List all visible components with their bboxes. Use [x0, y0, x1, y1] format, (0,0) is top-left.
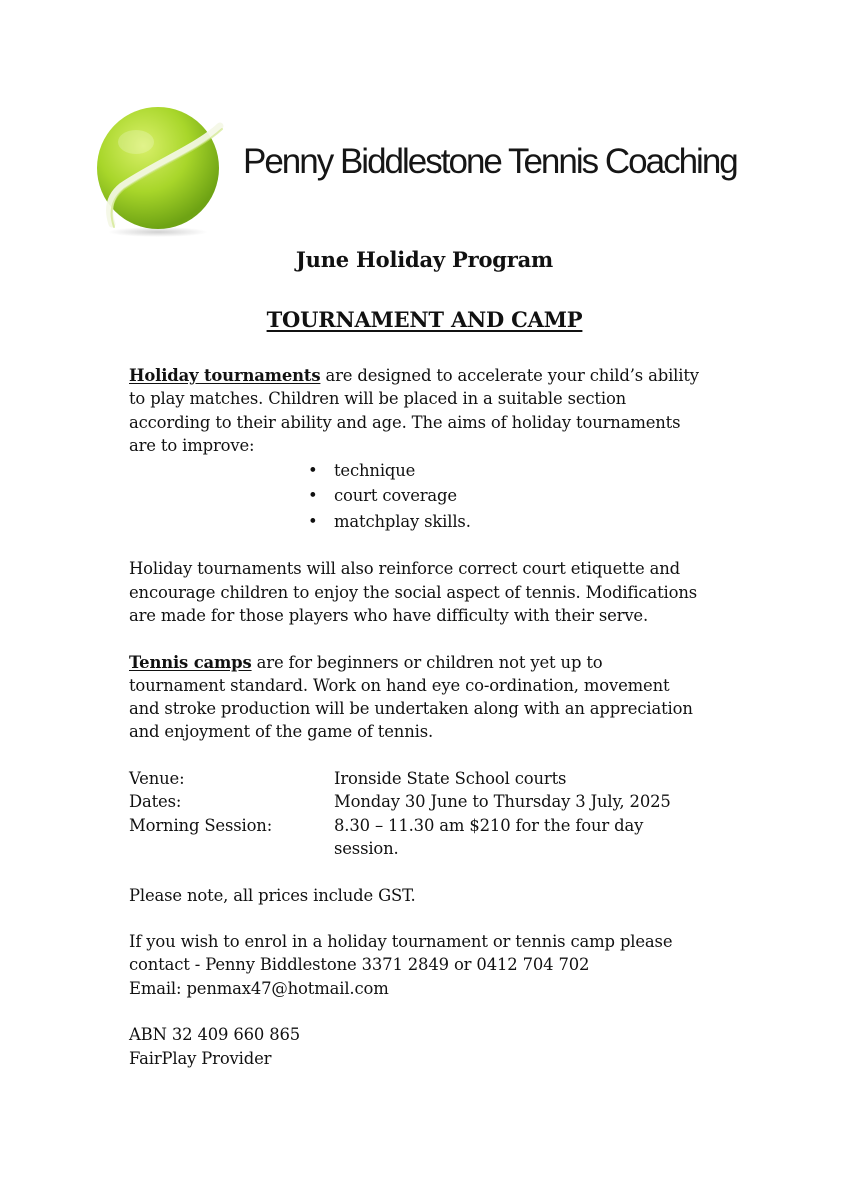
list-item [305, 458, 729, 483]
spacer [129, 860, 729, 883]
bullet-icon: • [308, 461, 318, 481]
session-row [129, 814, 729, 861]
bullet-icon: • [308, 511, 318, 531]
list-item [305, 483, 729, 508]
brand-name: Penny Biddlestone Tennis Coaching [243, 142, 737, 181]
spacer [129, 907, 729, 930]
list-item [305, 509, 729, 534]
camps-line-1-rest: are for beginners or children not yet up to [251, 652, 603, 672]
contact-line-2: contact - Penny Biddlestone 3371 2849 or 0412 704 702 [129, 955, 590, 975]
gst-note: Please note, all prices include GST. [129, 885, 416, 905]
tournaments-section [129, 364, 729, 534]
aims-list [129, 458, 729, 534]
flyer-body [129, 364, 729, 1070]
session-value-line-1: 8.30 – 11.30 am $210 for the four day [334, 815, 644, 835]
session-value-line-2: session. [334, 838, 399, 858]
venue-label: Venue: [129, 769, 185, 789]
tournaments-line-4: are to improve: [129, 435, 255, 455]
aim-text: technique [334, 461, 416, 481]
contact-section [129, 930, 729, 1000]
dates-label: Dates: [129, 792, 182, 812]
tournaments-line-1 [129, 364, 729, 387]
contact-line-1: If you wish to enrol in a holiday tournament or tennis camp please [129, 932, 673, 952]
abn-text: ABN 32 409 660 865 [129, 1025, 301, 1045]
camps-line-2: tournament standard. Work on hand eye co-ordination, movement [129, 675, 670, 695]
spacer [129, 534, 729, 557]
bullet-icon: • [308, 486, 318, 506]
tournaments-line-2: to play matches. Children will be placed in a suitable section [129, 389, 627, 409]
camps-section [129, 651, 729, 744]
aim-text: court coverage [334, 486, 457, 506]
tournaments-lead: Holiday tournaments [129, 366, 321, 385]
email-line: Email: penmax47@hotmail.com [129, 978, 389, 998]
tournaments-line-3: according to their ability and age. The aims of holiday tournaments [129, 412, 681, 432]
etiquette-line-2: encourage children to enjoy the social aspect of tennis. Modifications [129, 582, 697, 602]
session-label: Morning Session: [129, 815, 273, 835]
camps-line-4: and enjoyment of the game of tennis. [129, 722, 434, 742]
tennis-ball-graphic [92, 106, 224, 238]
etiquette-line-1: Holiday tournaments will also reinforce correct court etiquette and [129, 559, 680, 579]
provider-text: FairPlay Provider [129, 1048, 272, 1068]
footer [129, 1023, 729, 1070]
spacer [129, 744, 729, 767]
session-value [334, 814, 729, 861]
etiquette-section [129, 557, 729, 627]
dates-row [129, 790, 729, 813]
details-section [129, 767, 729, 860]
aim-text: matchplay skills. [334, 511, 471, 531]
event-title: TOURNAMENT AND CAMP [266, 307, 583, 332]
tennis-ball-icon [92, 106, 224, 238]
venue-row [129, 767, 729, 790]
spacer [129, 1000, 729, 1023]
program-title: June Holiday Program [295, 247, 554, 272]
camps-line-3: and stroke production will be undertaken along with an appreciation [129, 699, 693, 719]
letterhead [0, 0, 849, 250]
spacer [129, 627, 729, 650]
dates-value: Monday 30 June to Thursday 3 July, 2025 [334, 792, 671, 812]
camps-lead: Tennis camps [129, 652, 252, 672]
etiquette-line-3: are made for those players who have difficulty with their serve. [129, 605, 649, 625]
camps-line-1 [129, 651, 729, 674]
venue-value: Ironside State School courts [334, 769, 567, 789]
tournaments-line-1-rest: are designed to accelerate your child’s ability [320, 366, 699, 385]
